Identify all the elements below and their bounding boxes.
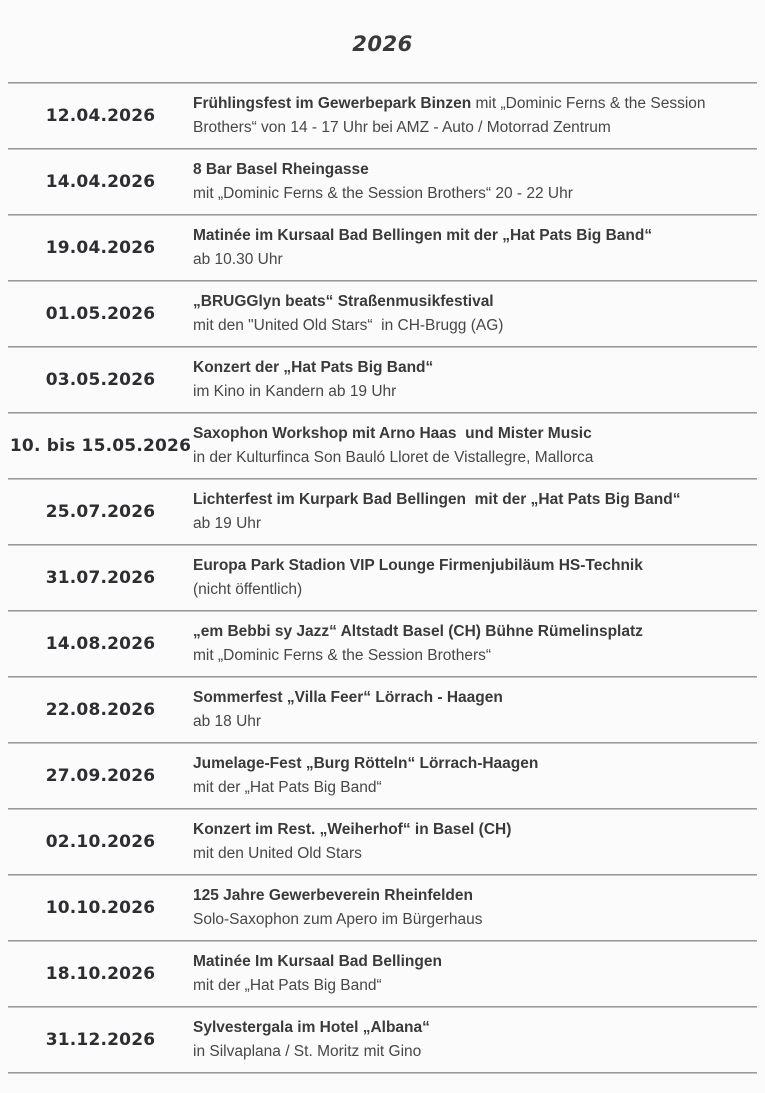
event-details — [193, 678, 757, 742]
event-title: Matinée im Kursaal Bad Bellingen mit der „Hat Pats Big Band“ — [193, 227, 653, 244]
event-detail: mit „Dominic Ferns & the Session Brothers“ — [193, 647, 492, 664]
event-details — [193, 282, 757, 346]
event-title: Europa Park Stadion VIP Lounge Firmenjubiläum HS-Technik — [193, 557, 643, 574]
event-detail: im Kino in Kandern ab 19 Uhr — [193, 383, 397, 400]
event-schedule-table — [8, 82, 757, 1074]
event-title: „em Bebbi sy Jazz“ Altstadt Basel (CH) Bühne Rümelinsplatz — [193, 623, 643, 640]
event-title: Matinée Im Kursaal Bad Bellingen — [193, 953, 442, 970]
event-detail: in der Kulturfinca Son Bauló Lloret de Vistallegre, Mallorca — [193, 449, 594, 466]
event-title: Jumelage-Fest „Burg Rötteln“ Lörrach-Haagen — [193, 755, 539, 772]
event-title-line — [193, 158, 735, 182]
event-detail: ab 10.30 Uhr — [193, 251, 283, 268]
event-title-line — [193, 554, 735, 578]
event-details — [193, 810, 757, 874]
event-title-line — [193, 1016, 735, 1040]
event-date: 03.05.2026 — [45, 370, 156, 390]
event-detail: in Silvaplana / St. Moritz mit Gino — [193, 1043, 422, 1060]
event-details — [193, 1008, 757, 1072]
event-detail: mit der „Hat Pats Big Band“ — [193, 977, 382, 994]
event-title-line — [193, 488, 735, 512]
event-date: 27.09.2026 — [45, 766, 156, 786]
event-date: 31.07.2026 — [45, 568, 156, 588]
event-details — [193, 876, 757, 940]
event-date: 12.04.2026 — [45, 106, 156, 126]
event-title: Sommerfest „Villa Feer“ Lörrach - Haagen — [193, 689, 503, 706]
event-title: „BRUGGlyn beats“ Straßenmusikfestival — [193, 293, 494, 310]
event-details — [193, 414, 757, 478]
event-date: 10.10.2026 — [45, 898, 156, 918]
event-detail: mit „Dominic Ferns & the Session Brothers“ 20 - 22 Uhr — [193, 185, 573, 202]
event-title: 8 Bar Basel Rheingasse — [193, 161, 369, 178]
row-divider — [8, 1072, 757, 1074]
event-title: 125 Jahre Gewerbeverein Rheinfelden — [193, 887, 473, 904]
event-title: Konzert im Rest. „Weiherhof“ in Basel (CH) — [193, 821, 512, 838]
event-title-line — [193, 950, 735, 974]
event-row — [8, 942, 757, 1006]
event-row — [8, 744, 757, 808]
event-date: 18.10.2026 — [45, 964, 156, 984]
event-detail: ab 19 Uhr — [193, 515, 262, 532]
event-title-line — [193, 92, 735, 140]
event-title: Lichterfest im Kurpark Bad Bellingen mit der „Hat Pats Big Band“ — [193, 491, 681, 508]
event-details — [193, 546, 757, 610]
event-row — [8, 150, 757, 214]
event-date: 02.10.2026 — [45, 832, 156, 852]
event-title-line — [193, 884, 735, 908]
event-row — [8, 1008, 757, 1072]
event-date: 14.04.2026 — [45, 172, 156, 192]
event-title-line — [193, 818, 735, 842]
event-title: Saxophon Workshop mit Arno Haas und Mister Music — [193, 425, 592, 442]
event-row — [8, 612, 757, 676]
event-detail: mit der „Hat Pats Big Band“ — [193, 779, 382, 796]
event-details — [193, 744, 757, 808]
event-row — [8, 348, 757, 412]
event-date: 31.12.2026 — [45, 1030, 156, 1050]
page-title: 2026 — [352, 32, 413, 56]
event-date: 19.04.2026 — [45, 238, 156, 258]
event-row — [8, 546, 757, 610]
event-row — [8, 282, 757, 346]
event-detail: ab 18 Uhr — [193, 713, 262, 730]
event-date: 25.07.2026 — [45, 502, 156, 522]
event-title-line — [193, 356, 735, 380]
event-details — [193, 84, 757, 148]
event-details — [193, 150, 757, 214]
event-row — [8, 216, 757, 280]
event-details — [193, 216, 757, 280]
event-title: Sylvestergala im Hotel „Albana“ — [193, 1019, 430, 1036]
event-row — [8, 876, 757, 940]
event-row — [8, 84, 757, 148]
event-date: 10. bis 15.05.2026 — [9, 436, 192, 456]
event-detail: (nicht öffentlich) — [193, 581, 303, 598]
event-title-rest: mit „Dominic Ferns & the Session Brothers“ von 14 - 17 Uhr bei AMZ - Auto / Motorrad Zentrum — [193, 95, 710, 136]
event-title-line — [193, 422, 735, 446]
event-date: 01.05.2026 — [45, 304, 156, 324]
event-row — [8, 480, 757, 544]
event-title: Frühlingsfest im Gewerbepark Binzen — [193, 95, 472, 112]
event-date: 14.08.2026 — [45, 634, 156, 654]
event-date: 22.08.2026 — [45, 700, 156, 720]
event-detail: Solo-Saxophon zum Apero im Bürgerhaus — [193, 911, 483, 928]
event-title-line — [193, 752, 735, 776]
event-row — [8, 678, 757, 742]
event-details — [193, 942, 757, 1006]
event-title: Konzert der „Hat Pats Big Band“ — [193, 359, 434, 376]
event-title-line — [193, 290, 735, 314]
event-title-line — [193, 620, 735, 644]
event-details — [193, 480, 757, 544]
event-details — [193, 348, 757, 412]
event-title-line — [193, 686, 735, 710]
event-detail: mit den United Old Stars — [193, 845, 362, 862]
event-detail: mit den "United Old Stars“ in CH-Brugg (AG) — [193, 317, 504, 334]
event-details — [193, 612, 757, 676]
event-row — [8, 810, 757, 874]
event-row — [8, 414, 757, 478]
event-title-line — [193, 224, 735, 248]
